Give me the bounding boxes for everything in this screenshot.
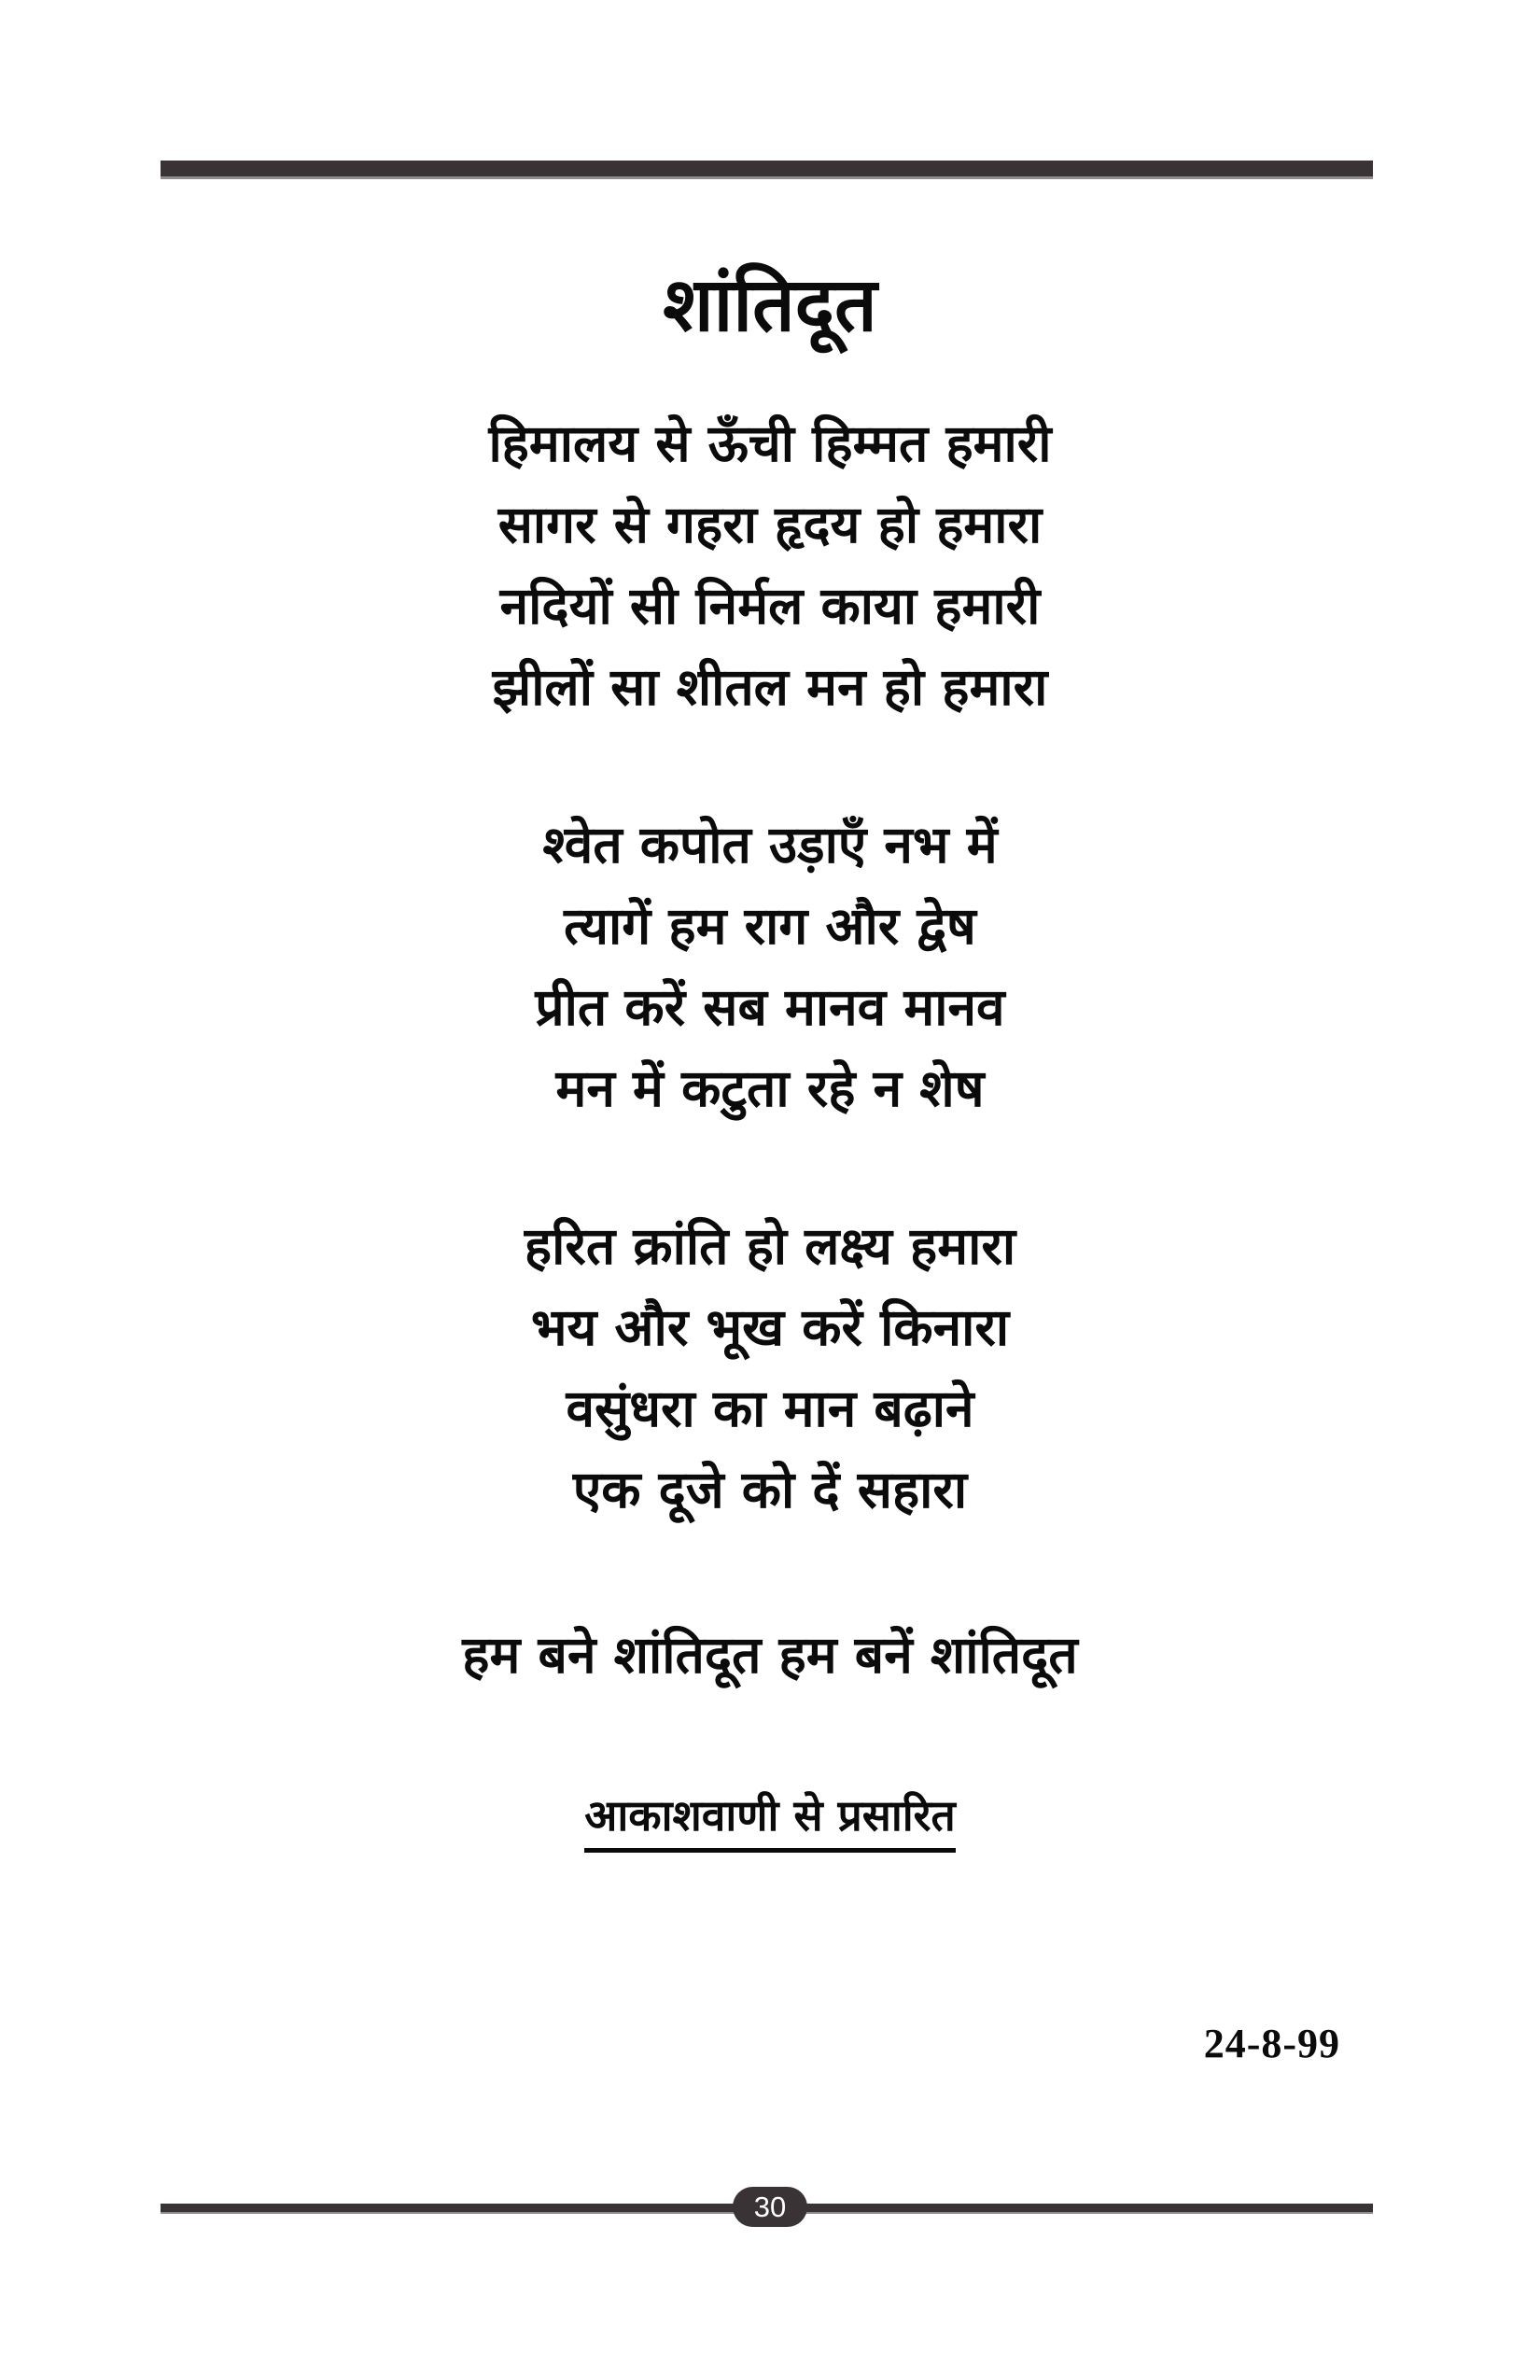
refrain-line: हम बने शांतिदूत हम बनें शांतिदूत (462, 1625, 1078, 1685)
top-rule (161, 161, 1373, 179)
poem-line: सागर से गहरा हृदय हो हमारा (497, 495, 1043, 554)
poem-line: प्रीत करें सब मानव मानव (535, 977, 1005, 1037)
stanza-2 (0, 805, 1540, 1129)
page-number-badge (733, 2187, 807, 2227)
poem-line: त्यागें हम राग और द्वेष (564, 896, 976, 956)
poem-line: भय और भूख करें किनारा (530, 1297, 1010, 1357)
poem-title: शांतिदूत (663, 261, 877, 348)
poem-line: झीलों सा शीतल मन हो हमारा (492, 657, 1048, 717)
poem-line: हरित क्रांति हो लक्ष्य हमारा (524, 1216, 1016, 1276)
poem-line: हिमालय से ऊँची हिम्मत हमारी (488, 413, 1052, 473)
poem-line: मन में कटुता रहे न शेष (555, 1058, 985, 1118)
poem-line: श्वेत कपोत उड़ाएँ नभ में (542, 815, 998, 875)
stanza-3 (0, 1206, 1540, 1531)
stanza-1 (0, 403, 1540, 728)
poem-line: एक दूजे को दें सहारा (572, 1460, 968, 1519)
attribution-text: आकाशवाणी से प्रसारित (584, 1788, 955, 1853)
poem-line: नदियों सी निर्मल काया हमारी (499, 576, 1041, 636)
attribution-row (0, 1788, 1540, 1853)
page-number: 30 (753, 2191, 787, 2223)
date-note: 24-8-99 (1203, 2021, 1340, 2066)
poem-line: वसुंधरा का मान बढ़ाने (566, 1379, 974, 1438)
